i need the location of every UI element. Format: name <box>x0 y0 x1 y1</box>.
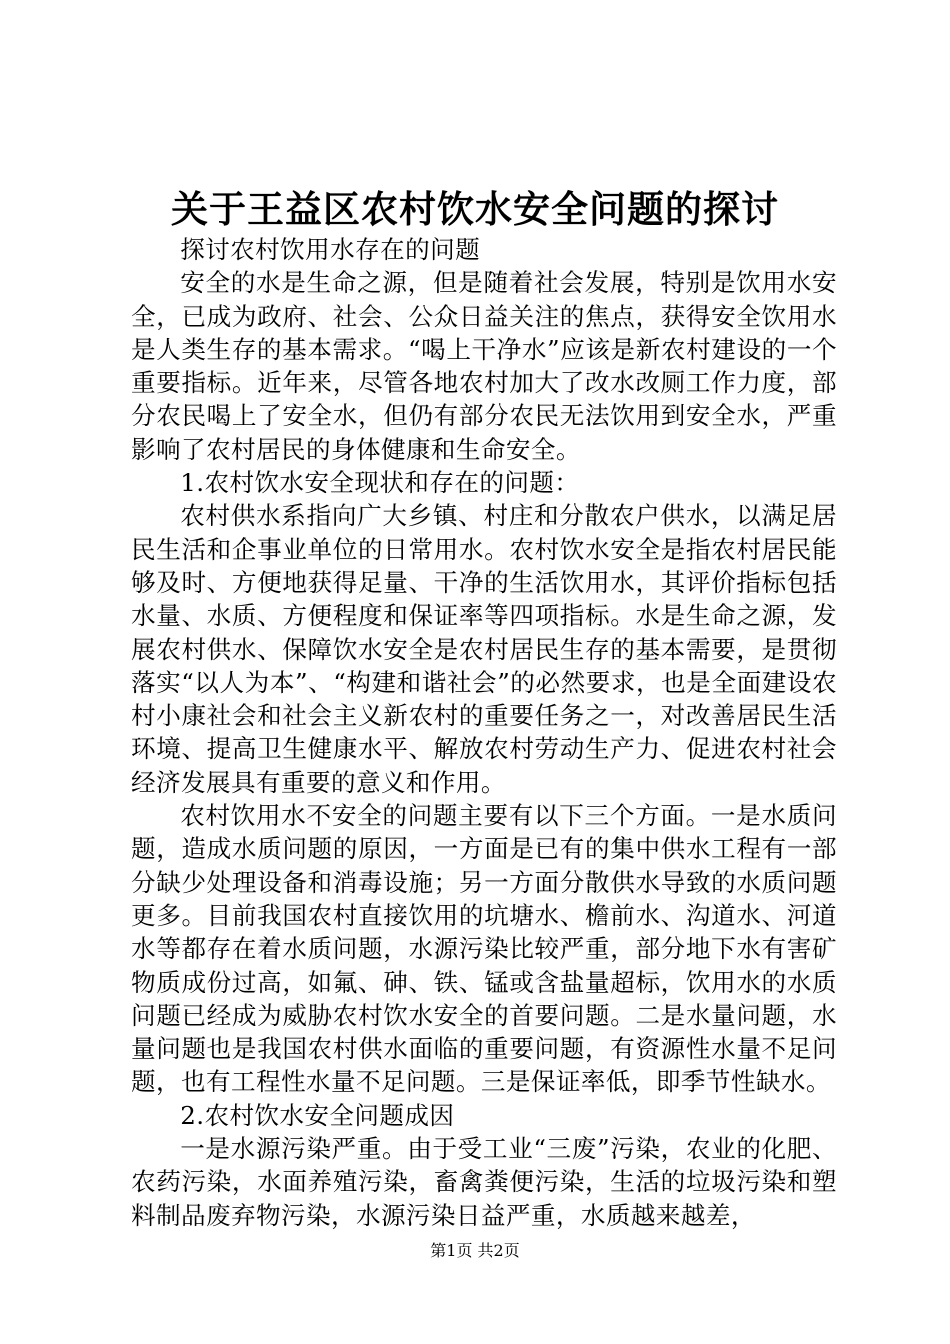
paragraph: 农村供水系指向广大乡镇、村庄和分散农户供水，以满足居民生活和企事业单位的日常用水。农村饮水安全是指农村居民能够及时、方便地获得足量、干净的生活饮用水，其评价指标包括水量、水质、方便程度和保证率等四项指标。水是生命之源，发展农村供水、保障饮水安全是农村居民生存的基本需要，是贯彻落实“以人为本”、“构建和谐社会”的必然要求，也是全面建设农村小康社会和社会主义新农村的重要任务之一，对改善居民生活环境、提高卫生健康水平、解放农村劳动生产力、促进农村社会经济发展具有重要的意义和作用。 <box>131 501 837 797</box>
paragraph: 农村饮用水不安全的问题主要有以下三个方面。一是水质问题，造成水质问题的原因，一方面是已有的集中供水工程有一部分缺少处理设备和消毒设施；另一方面分散供水导致的水质问题更多。目前我国农村直接饮用的坑塘水、檐前水、沟道水、河道水等都存在着水质问题，水源污染比较严重，部分地下水有害矿物质成份过高，如氟、砷、铁、锰或含盐量超标，饮用水的水质问题已经成为威胁农村饮水安全的首要问题。二是水量问题，水量问题也是我国农村供水面临的重要问题，有资源性水量不足问题，也有工程性水量不足问题。三是保证率低，即季节性缺水。 <box>131 801 837 1097</box>
section-heading: 1.农村饮水安全现状和存在的问题： <box>180 468 580 498</box>
section-heading: 探讨农村饮用水存在的问题 <box>180 235 481 264</box>
document-title: 关于王益区农村饮水安全问题的探讨 <box>171 187 779 231</box>
paragraph: 一是水源污染严重。由于受工业“三废”污染，农业的化肥、农药污染，水面养殖污染，畜禽粪便污染，生活的垃圾污染和塑料制品废弃物污染，水源污染日益严重，水质越来越差， <box>131 1134 837 1230</box>
paragraph: 安全的水是生命之源，但是随着社会发展，特别是饮用水安全，已成为政府、社会、公众日益关注的焦点，获得安全饮用水是人类生存的基本需求。“喝上干净水”应该是新农村建设的一个重要指标。近年来，尽管各地农村加大了改水改厕工作力度，部分农民喝上了安全水，但仍有部分农民无法饮用到安全水，严重影响了农村居民的身体健康和生命安全。 <box>131 268 837 464</box>
document-body <box>131 233 837 1232</box>
section-heading: 2.农村饮水安全问题成因 <box>180 1100 455 1130</box>
page-footer: 第1页 共2页 <box>430 1241 520 1260</box>
